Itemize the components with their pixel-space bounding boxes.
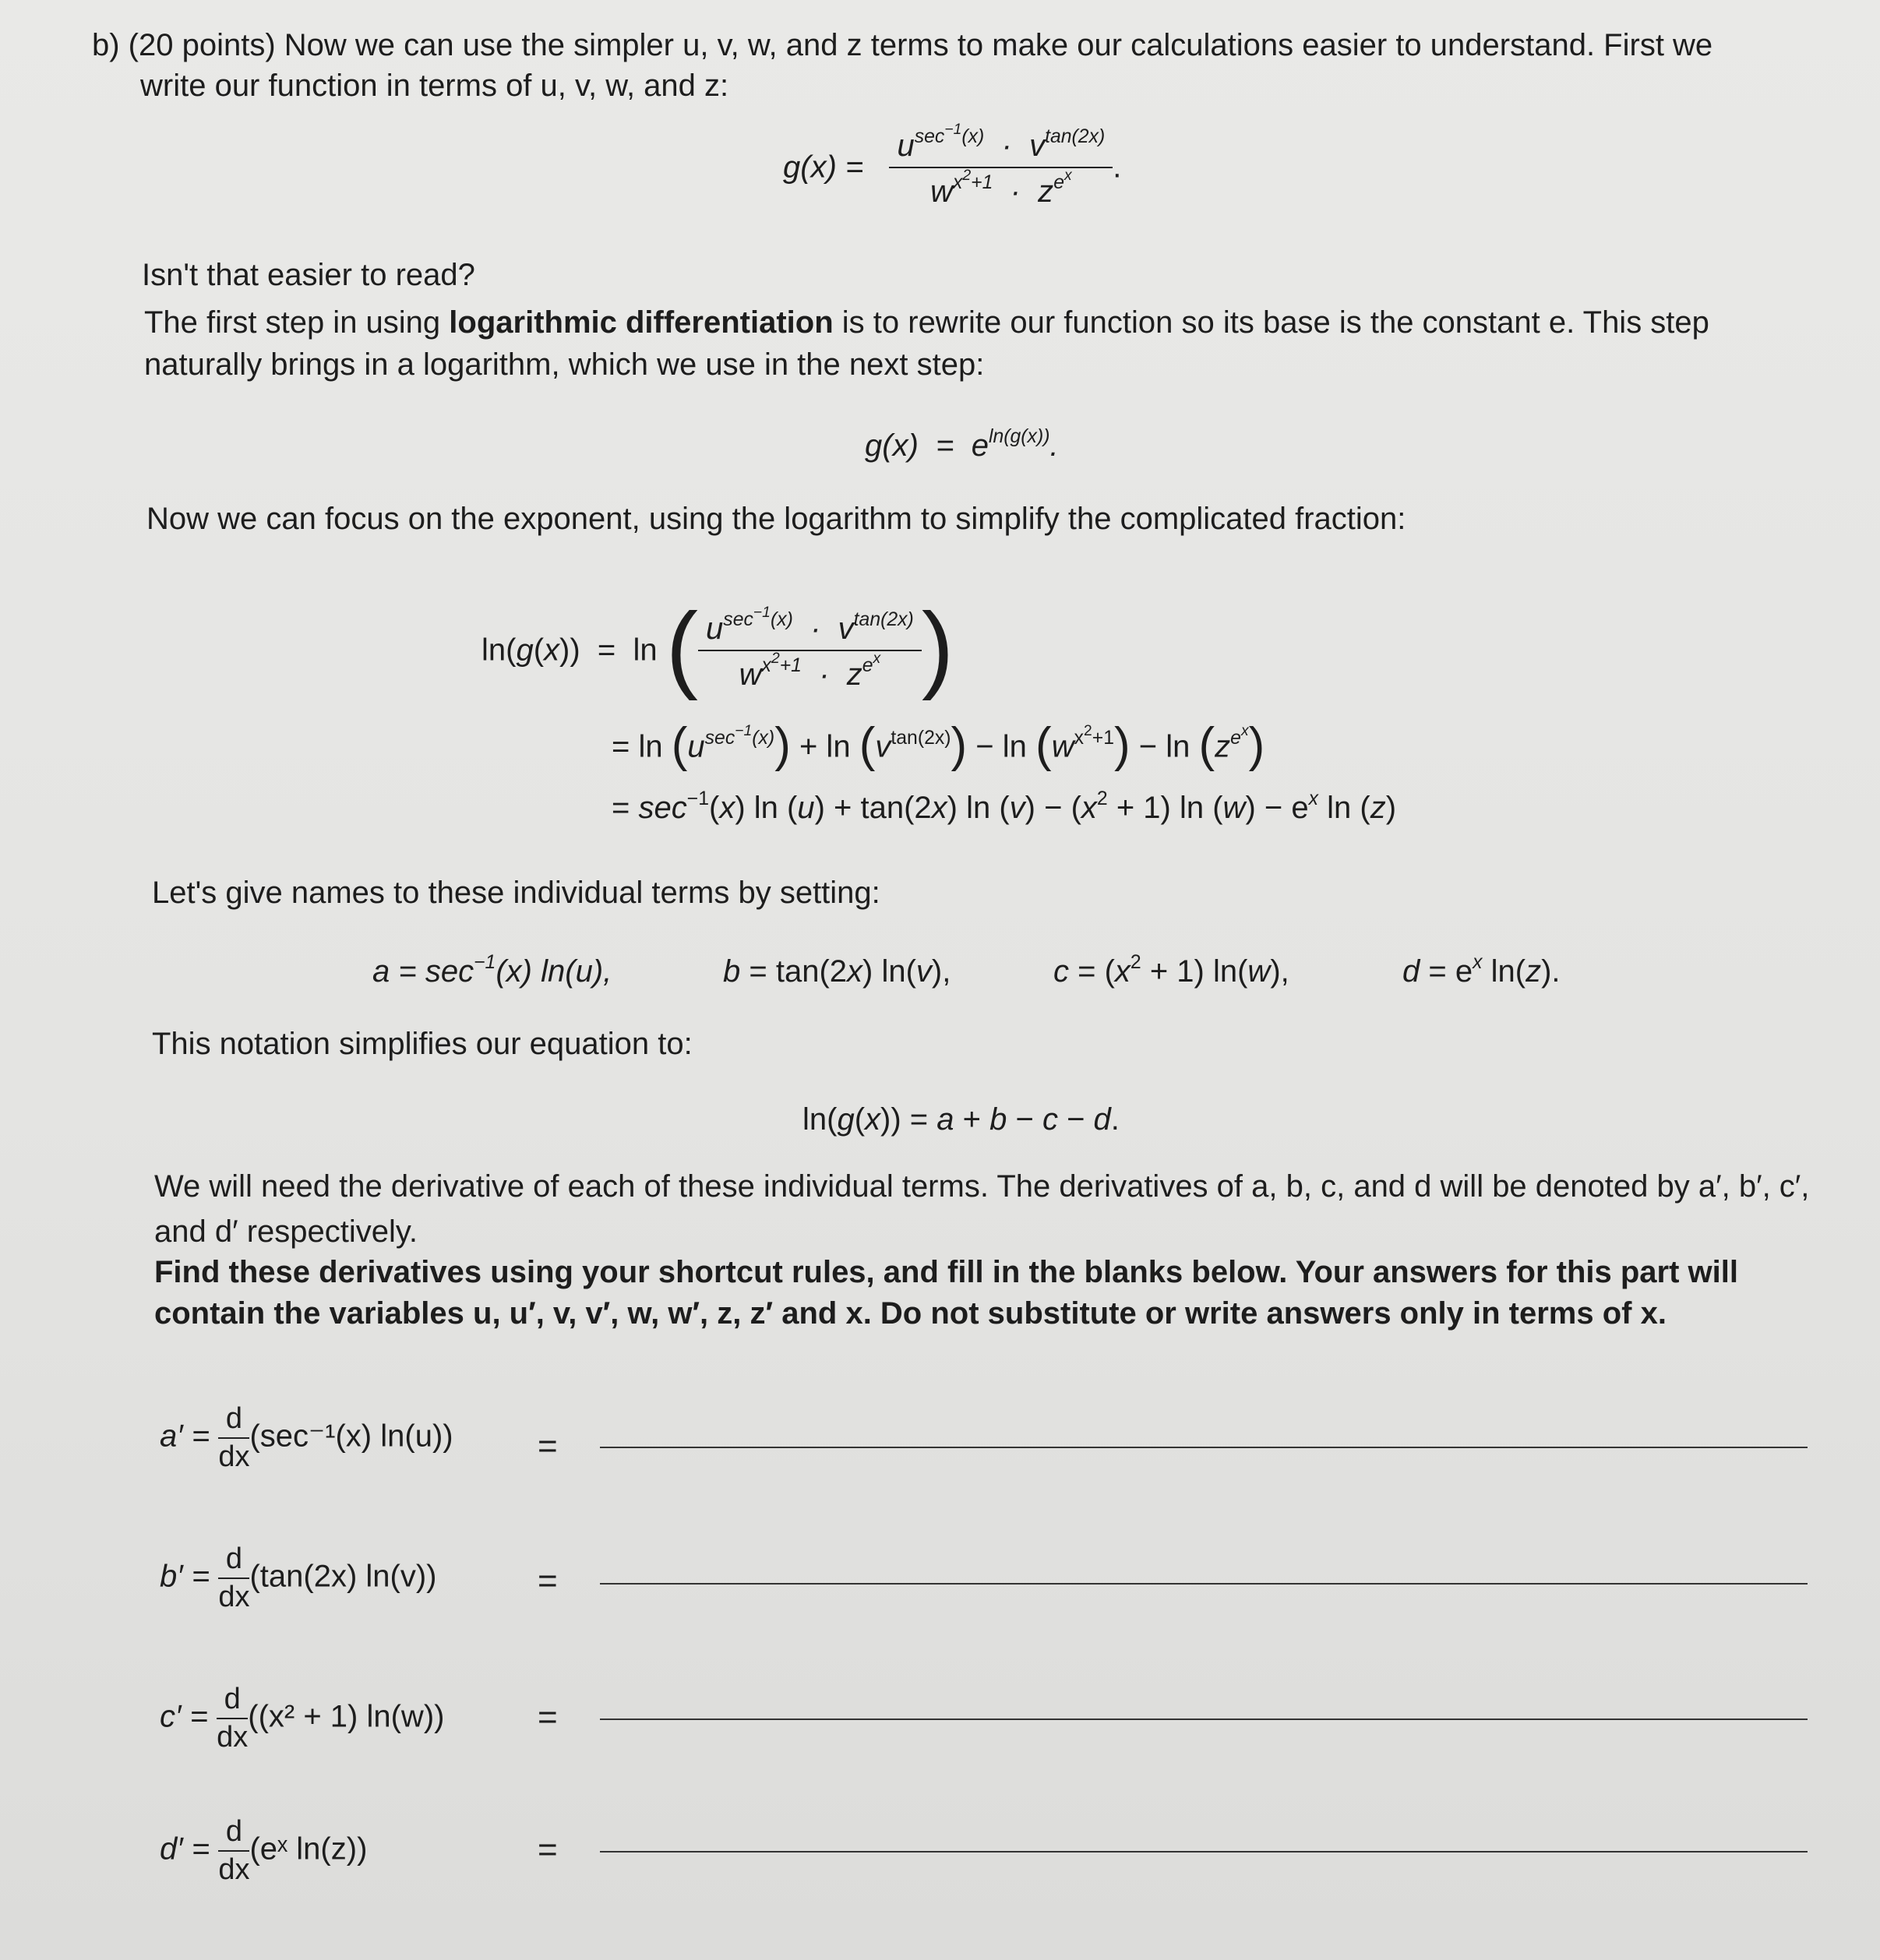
gx-lhs: g(x) = xyxy=(783,150,864,185)
need-line-2: and d′ respectively. xyxy=(154,1214,418,1249)
gx-fraction-equation: g(x) = $\frac{u^{sec^{-1}(x)} \cdot v^{tan(2x)}}{w^{x^2+1} \cdot z^{e^x}}$ . xyxy=(783,121,1122,209)
derivative-d-lhs: d′ = $\frac{d}{dx}$ (eˣ ln(z)) xyxy=(160,1815,368,1886)
ln-lhs: ln(g(x)) = ln xyxy=(481,633,658,668)
derivative-d-equals: = xyxy=(538,1831,558,1869)
first-step-line-1: The first step in using logarithmic differentiation is to rewrite our function so its base is the constant e. This step xyxy=(144,305,1709,340)
ln-simplified: = $\sec^{-1}(x)$ ln (u) + tan(2x) $\ln (v) - (x^2 + 1)$ $\ln (w) - e^x$ ln (z) xyxy=(612,788,1397,825)
gx-fraction xyxy=(889,121,1113,210)
intro-line-1: b) (20 points) Now we can use the simpler u, v, w, and z terms to make our calculations easier to understand. First we xyxy=(92,28,1713,62)
ln-expansion: = $\ln (u^{sec^{-1}(x)}) + \ln (v^{tan(2x)}) - \ln (w^{x^2+1}) - \ln (z^{e^x})$ xyxy=(612,718,1265,772)
gx-numerator: $u^{sec^{-1}(x)} \cdot v^{tan(2x)}$ xyxy=(889,129,1113,168)
gx-exp-equation: $g(x) = e^{ln(g(x))}$. xyxy=(865,426,1059,463)
ln-fraction: $\frac{u^{sec^{-1}(x)} \cdot v^{tan(2x)}}{w^{x^2+1} \cdot z^{e^x}}$ xyxy=(698,612,922,693)
derivative-a-equals: = xyxy=(538,1427,558,1465)
def-a: $a = \sec^{-1}(x)$ ln(u), xyxy=(372,952,612,989)
answer-blank-a[interactable] xyxy=(600,1447,1808,1448)
gx-denominator: $w^{x^2+1} \cdot z^{e^x}$ xyxy=(930,167,1072,209)
answer-blank-c[interactable] xyxy=(600,1719,1808,1720)
easier-text: Isn't that easier to read? xyxy=(142,258,475,292)
names-text: Let's give names to these individual terms by setting: xyxy=(152,876,880,910)
def-c: $c = (x^2 + 1)$ ln(w), xyxy=(1053,952,1289,989)
first-step-line-2: naturally brings in a logarithm, which we use in the next step: xyxy=(144,347,985,382)
notation-text: This notation simplifies our equation to: xyxy=(152,1027,693,1061)
derivative-c-lhs: c′ = $\frac{d}{dx}$ ((x² + 1) ln(w)) xyxy=(160,1683,445,1754)
derivative-b-equals: = xyxy=(538,1562,558,1600)
derivative-b-lhs: b′ = $\frac{d}{dx}$ (tan(2x) ln(v)) xyxy=(160,1542,437,1613)
derivative-c-equals: = xyxy=(538,1698,558,1736)
sum-equation: ln(g(x)) = a + b − c − d. xyxy=(802,1102,1120,1137)
derivative-a-lhs: a′ = $\frac{d}{dx}$ (sec⁻¹(x) ln(u)) xyxy=(160,1402,453,1473)
answer-blank-b[interactable] xyxy=(600,1583,1808,1585)
intro-line-2: write our function in terms of u, v, w, and z: xyxy=(140,69,729,103)
find-line-1: Find these derivatives using your shortcut rules, and fill in the blanks below. Your answers for this part will xyxy=(154,1255,1739,1289)
def-d: $d = e^x$ ln(z). xyxy=(1402,952,1561,989)
def-b: b = tan(2x) ln(v), xyxy=(723,954,951,989)
answer-blank-d[interactable] xyxy=(600,1851,1808,1852)
find-line-2: contain the variables u, u′, v, v′, w, w′, z, z′ and x. Do not substitute or write answers only in terms of x. xyxy=(154,1296,1667,1331)
focus-text: Now we can focus on the exponent, using the logarithm to simplify the complicated fraction: xyxy=(146,502,1406,536)
ln-fraction-equation: ln(g(x)) = ln ( $\frac{u^{sec^{-1}(x)} \cdot v^{tan(2x)}}{w^{x^2+1} \cdot z^{e^x}}$ ) xyxy=(481,594,954,701)
need-line-1: We will need the derivative of each of these individual terms. The derivatives of a, b, c, and d will be denoted by a′, b′, c′, xyxy=(154,1169,1810,1204)
